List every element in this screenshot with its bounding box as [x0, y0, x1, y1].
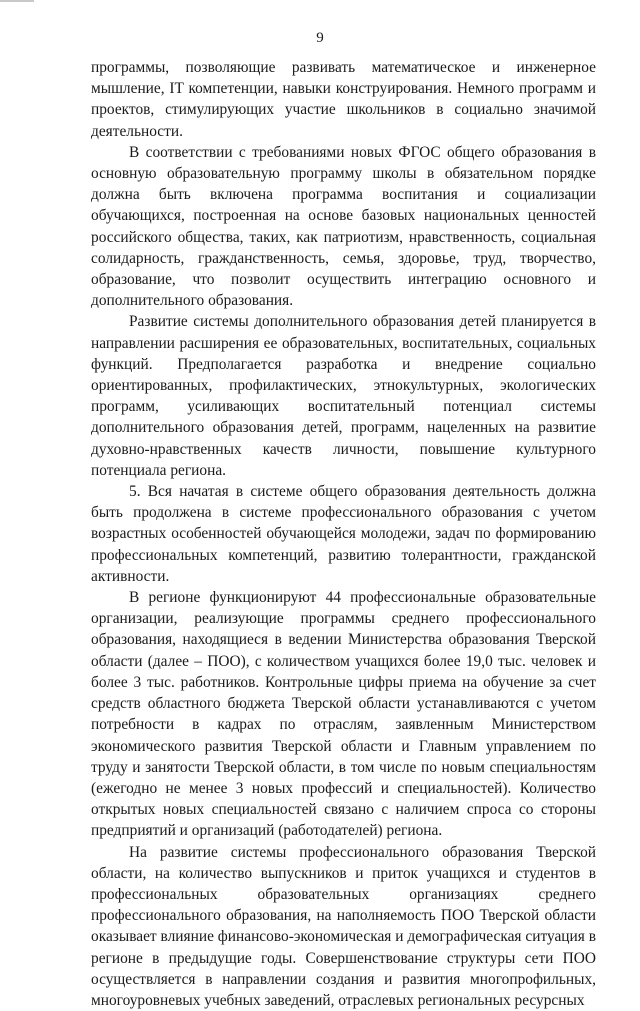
paragraph-continuation: программы, позволяющие развивать математическое и инженерное мышление, IT компетенции, навыки конструирования. Немного программ и проектов, стимулирующих участие школьников в социально значимой деятельности. [91, 59, 596, 140]
paragraph-item-5: 5. Вся начатая в системе общего образования деятельность должна быть продолжена в системе профессионального образования с учетом возрастных особенностей обучающейся молодежи, задач по формированию профессиональных компетенций, развитию толерантности, гражданской активности. [91, 483, 596, 585]
paragraph-regional-organizations: В регионе функционируют 44 профессиональные образовательные организации, реализующие программы среднего профессионального образования, находящиеся в ведении Министерства образования Тверской области (далее – ПОО), с количеством учащихся более 19,0 тыс. человек и более 3 тыс. работников. Контрольные цифры приема на обучение за счет средств областного бюджета Тверской области устанавливаются с учетом потребности в кадрах по отраслям, заявленным Министерством экономического развития Тверской области и Главным управлением по труду и занятости Тверской области, в том числе по новым специальностям (ежегодно не менее 3 новых профессий и специальностей). Количество открытых новых специальностей связано с наличием спроса со стороны предприятий и организаций (работодателей) региона. [91, 589, 596, 840]
page-number: 9 [316, 30, 324, 46]
paragraph-additional-education: Развитие системы дополнительного образования детей планируется в направлении расширения ее образовательных, воспитательных, социальных функций. Предполагается разработка и внедрение социально ориентированных, профилактических, этнокультурных, экологических программ, усиливающих воспитательный потенциал системы дополнительного образования детей, программ, нацеленных на развитие духовно-нравственных качеств личности, повышение культурного потенциала региона. [91, 313, 596, 479]
paragraph-fgos-upbringing: В соответствии с требованиями новых ФГОС общего образования в основную образовательную программу школы в обязательном порядке должна быть включена программа воспитания и социализации обучающихся, построенная на основе базовых национальных ценностей российского общества, таких, как патриотизм, нравственность, социальная солидарность, гражданственность, семья, здоровье, труд, творчество, образование, что позволит осуществить интеграцию основного и дополнительного образования. [91, 143, 596, 310]
scan-edge-mark [0, 0, 34, 2]
paragraph-development-factors: На развитие системы профессионального образования Тверской области, на количество выпускников и приток учащихся и студентов в профессиональных образовательных организациях среднего профессионального образования, на наполняемость ПОО Тверской области оказывает влияние финансово-экономическая и демографическая ситуация в регионе в предыдущие годы. Совершенствование структуры сети ПОО осуществляется в направлении создания и развития многопрофильных, многоуровневых учебных заведений, отраслевых региональных ресурсных [91, 843, 596, 1009]
body-text [91, 57, 596, 1011]
